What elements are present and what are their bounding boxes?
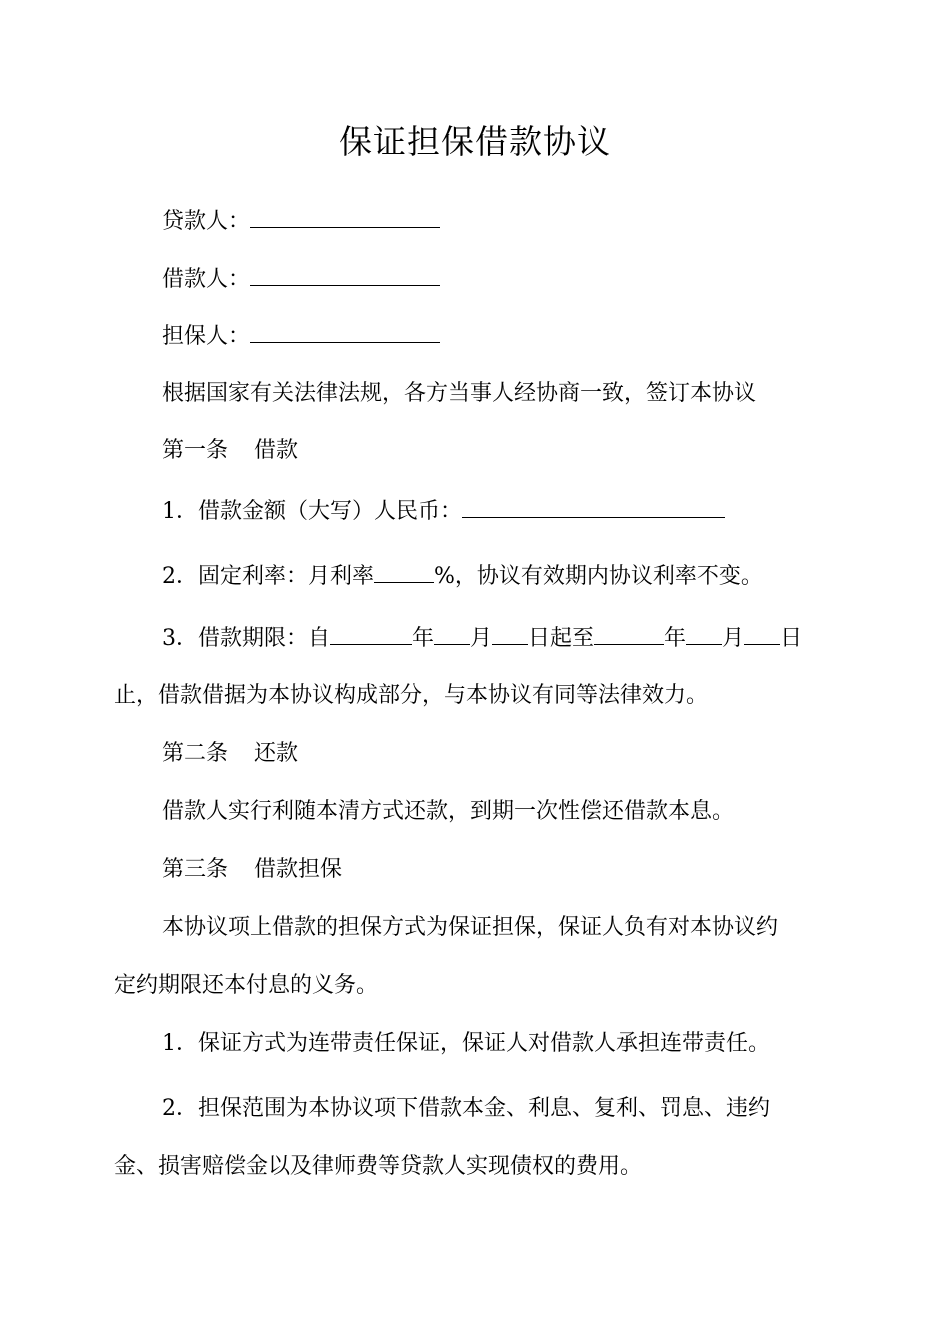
article3-body-line1: 本协议项上借款的担保方式为保证担保，保证人负有对本协议约 — [162, 915, 779, 940]
term-day-from: 日起至 — [528, 626, 595, 651]
article2-title: 还款 — [254, 741, 299, 766]
end-month-blank[interactable] — [686, 622, 722, 645]
interest-rate-prefix: 2．固定利率：月利率 — [162, 564, 374, 589]
preamble: 根据国家有关法律法规，各方当事人经协商一致，签订本协议 — [162, 381, 757, 406]
end-year-blank[interactable] — [594, 622, 664, 645]
article2-number: 第二条 — [162, 741, 229, 766]
article3-body-line2: 定约期限还本付息的义务。 — [114, 973, 379, 998]
article1-number: 第一条 — [162, 438, 229, 463]
article1-heading — [162, 435, 298, 467]
article3-number: 第三条 — [162, 857, 229, 882]
guarantor-line — [162, 320, 440, 353]
article1-item3-continuation: 止，借款借据为本协议构成部分，与本协议有同等法律效力。 — [114, 683, 709, 708]
term-year-1: 年 — [412, 626, 435, 651]
loan-amount-blank[interactable] — [462, 495, 725, 518]
term-prefix: 3．借款期限：自 — [162, 626, 330, 651]
article3-item1: 1．保证方式为连带责任保证，保证人对借款人承担连带责任。 — [162, 1031, 770, 1056]
interest-rate-suffix: %，协议有效期内协议利率不变。 — [434, 564, 763, 589]
term-year-2: 年 — [664, 626, 687, 651]
article1-item3 — [162, 622, 802, 655]
article3-item2-line2: 金、损害赔偿金以及律师费等贷款人实现债权的费用。 — [114, 1154, 643, 1179]
article3-item2-line1: 2．担保范围为本协议项下借款本金、利息、复利、罚息、违约 — [162, 1096, 770, 1121]
interest-rate-blank[interactable] — [374, 560, 434, 583]
article1-item1 — [162, 495, 725, 528]
article3-title: 借款担保 — [254, 857, 343, 882]
guarantor-blank[interactable] — [250, 320, 440, 343]
lender-blank[interactable] — [250, 205, 440, 228]
lender-label: 贷款人： — [162, 209, 251, 234]
article1-item2 — [162, 560, 763, 593]
article3-heading — [162, 854, 342, 886]
term-month-1: 月 — [470, 626, 493, 651]
loan-amount-label: 1．借款金额（大写）人民币： — [162, 499, 462, 524]
start-year-blank[interactable] — [330, 622, 412, 645]
lender-line — [162, 205, 440, 238]
start-month-blank[interactable] — [434, 622, 470, 645]
term-day-end: 日 — [780, 626, 803, 651]
start-day-blank[interactable] — [492, 622, 528, 645]
document-title: 保证担保借款协议 — [339, 122, 611, 161]
article1-title: 借款 — [254, 438, 299, 463]
borrower-blank[interactable] — [250, 263, 440, 286]
article2-heading — [162, 738, 298, 770]
borrower-label: 借款人： — [162, 267, 251, 292]
article2-body: 借款人实行利随本清方式还款，到期一次性偿还借款本息。 — [162, 799, 735, 824]
guarantor-label: 担保人： — [162, 324, 251, 349]
end-day-blank[interactable] — [744, 622, 780, 645]
borrower-line — [162, 263, 440, 296]
term-month-2: 月 — [722, 626, 745, 651]
